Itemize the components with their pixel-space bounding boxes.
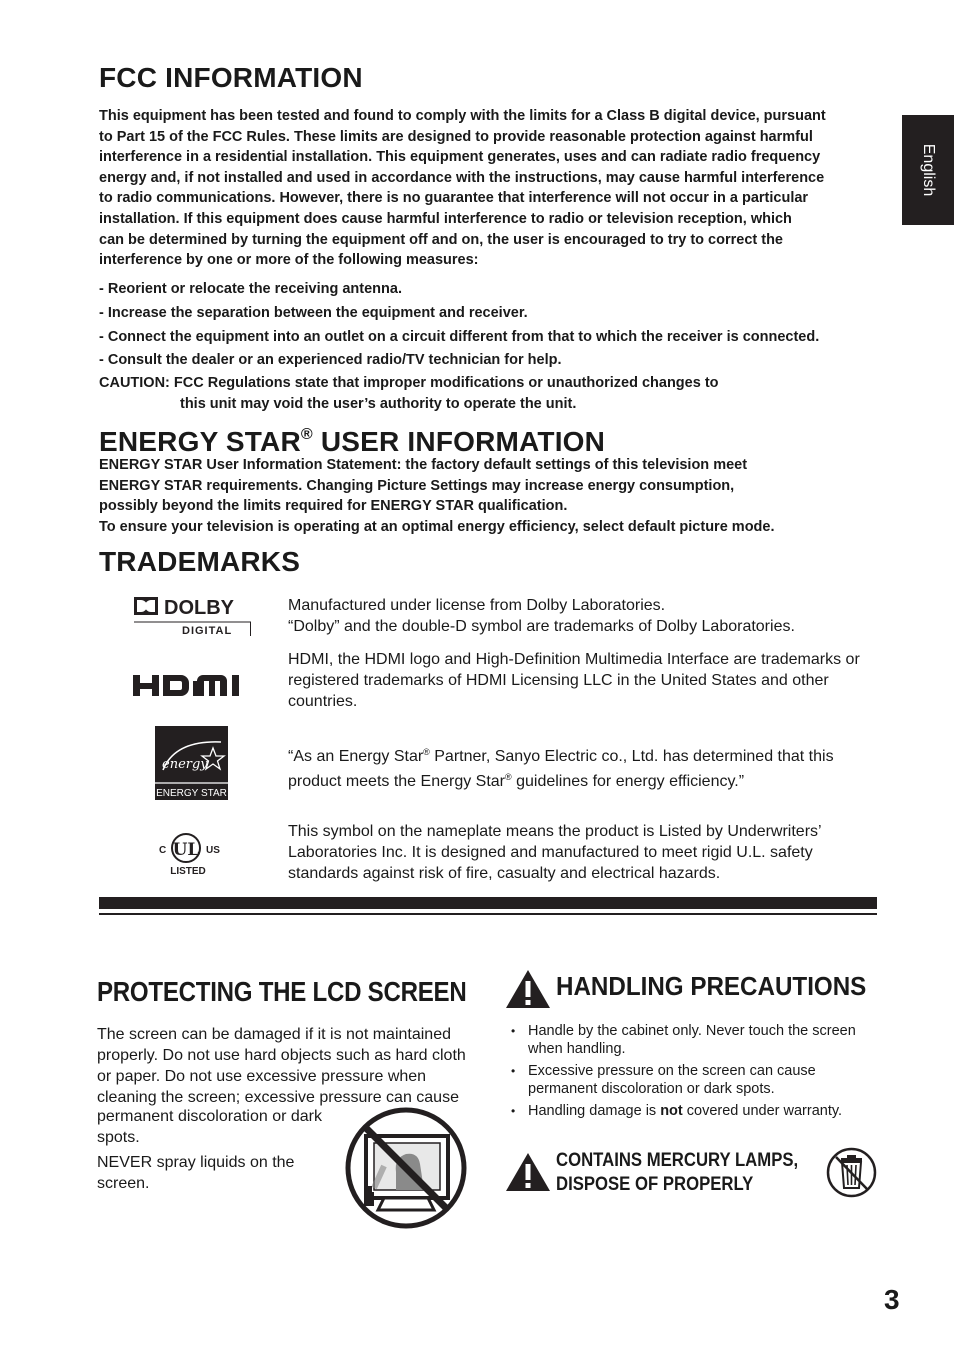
ul-mark-text: UL [172, 840, 200, 860]
fcc-intro-line: can be determined by turning the equipment off and on, the user is encouraged to try to correct the [99, 231, 783, 248]
no-spray-icon [344, 1106, 468, 1230]
energy-star-trademark-text [288, 742, 878, 792]
page-number: 3 [884, 1284, 900, 1315]
protecting-lcd-title: PROTECTING THE LCD SCREEN [97, 976, 467, 1007]
dolby-digital-logo [134, 594, 252, 639]
ul-us-text: US [206, 845, 220, 856]
mercury-line-2: DISPOSE OF PROPERLY [556, 1173, 754, 1195]
energy-star-line: ENERGY STAR requirements. Changing Picture Settings may increase energy consumption, [99, 477, 735, 494]
fcc-intro-line: installation. If this equipment does cause harmful interference to radio or television reception, which [99, 210, 792, 227]
fcc-caution-line2: this unit may void the user’s authority to operate the unit. [180, 396, 577, 412]
handling-item [508, 1102, 888, 1120]
dolby-logo-sub: DIGITAL [182, 625, 233, 637]
trademarks-title: TRADEMARKS [99, 546, 301, 577]
fcc-intro-line: interference by one or more of the following measures: [99, 252, 479, 269]
handling-item-text: covered under warranty. [682, 1103, 843, 1119]
dolby-logo-word: DOLBY [164, 597, 234, 619]
energy-star-title [99, 419, 605, 458]
fcc-measure-item: - Increase the separation between the equipment and receiver. [99, 304, 528, 321]
warning-icon [505, 1152, 551, 1192]
no-spray-paragraph: NEVER spray liquids on the screen. [97, 1154, 295, 1192]
hdmi-trademark-text: HDMI, the HDMI logo and High-Definition Multimedia Interface are trademarks or registered trademarks of HDMI Licensing LLC in the United States and other countries. [288, 651, 860, 710]
fcc-caution-line1: CAUTION: FCC Regulations state that improper modifications or unauthorized changes to [99, 375, 719, 391]
fcc-intro-paragraph [99, 106, 884, 271]
fcc-measure-item: - Connect the equipment into an outlet on a circuit different from that to which the receiver is connected. [99, 328, 820, 345]
energy-star-line: To ensure your television is operating at an optimal energy efficiency, select default picture mode. [99, 518, 775, 535]
energy-text-part3: guidelines for energy efficiency.” [511, 773, 745, 790]
fcc-intro-line: This equipment has been tested and found to comply with the limits for a Class B digital device, pursuant [99, 108, 826, 124]
fcc-measure-item: - Reorient or relocate the receiving antenna. [99, 281, 402, 297]
energy-star-title-text-2: USER INFORMATION [312, 426, 606, 457]
fcc-intro-line: energy and, if not installed and used in accordance with the instructions, may cause harmful interference [99, 169, 825, 186]
fcc-measure-item: - Consult the dealer or an experienced radio/TV technician for help. [99, 352, 562, 369]
ul-listed-text: LISTED [170, 866, 206, 877]
handling-item-emphasis: not [660, 1103, 683, 1119]
dolby-trademark-text [288, 595, 888, 637]
section-divider [99, 897, 877, 909]
protecting-lcd-paragraph: The screen can be damaged if it is not maintained properly. Do not use hard objects such as hard cloth or paper. Do not use excessive pressure when cleaning the screen; excessive pressure can cause [97, 1026, 466, 1106]
energy-star-line: possibly beyond the limits required for ENERGY STAR qualification. [99, 498, 568, 515]
hdmi-logo [133, 673, 252, 698]
energy-logo-script: energy [162, 757, 208, 772]
handling-item: • Excessive pressure on the screen can cause permanent discoloration or dark spots. [508, 1062, 888, 1098]
handling-item-text: Handling damage is [528, 1103, 661, 1119]
warning-icon [505, 969, 551, 1009]
dolby-line-1: Manufactured under license from Dolby Laboratories. [288, 597, 666, 614]
mercury-line-1: CONTAINS MERCURY LAMPS, [556, 1150, 799, 1171]
registered-mark: ® [423, 747, 430, 757]
energy-star-line: ENERGY STAR User Information Statement: the factory default settings of this television meet [99, 457, 748, 473]
handling-list [508, 1022, 888, 1124]
ul-listed-logo [158, 829, 226, 879]
ul-c-text: C [159, 845, 167, 856]
recycle-bin-icon [826, 1147, 877, 1198]
fcc-caution [99, 373, 879, 415]
fcc-intro-line: to Part 15 of the FCC Rules. These limits are designed to provide reasonable protection against harmful [99, 128, 813, 145]
handling-precautions-title: HANDLING PRECAUTIONS [556, 971, 867, 1001]
energy-star-title-text: ENERGY STAR [99, 426, 301, 457]
energy-text-part2: Partner, Sanyo Electric co., Ltd. has determined that this product meets the Energy Star [288, 748, 834, 790]
section-divider-line [99, 913, 877, 915]
fcc-intro-line: to radio communications. However, there is no guarantee that interference will not occur in a particular [99, 190, 809, 207]
dolby-line-2: “Dolby” and the double-D symbol are trademarks of Dolby Laboratories. [288, 618, 795, 635]
energy-star-logo [155, 726, 228, 800]
language-tab [902, 115, 954, 225]
registered-mark: ® [300, 426, 313, 443]
fcc-title: FCC INFORMATION [99, 62, 363, 93]
ul-trademark-text: This symbol on the nameplate means the product is Listed by Underwriters’ Laboratories Inc. It is designed and manufactured to meet rigid U.L. safety standards against risk of fire, casualty and electrical hazards. [288, 823, 821, 882]
energy-star-paragraph [99, 455, 889, 537]
mercury-warning [556, 1149, 829, 1196]
language-tab-label: English [920, 143, 937, 197]
handling-item: • Handle by the cabinet only. Never touch the screen when handling. [508, 1022, 888, 1058]
registered-mark: ® [505, 772, 512, 782]
energy-text-part1: “As an Energy Star [288, 748, 424, 765]
energy-logo-label: ENERGY STAR [156, 788, 227, 799]
protecting-lcd-paragraph-end: permanent discoloration or dark spots. [97, 1108, 323, 1146]
fcc-measures-list [99, 279, 899, 374]
fcc-intro-line: interference in a residential installation. This equipment generates, uses and can radiate radio frequency [99, 149, 821, 166]
